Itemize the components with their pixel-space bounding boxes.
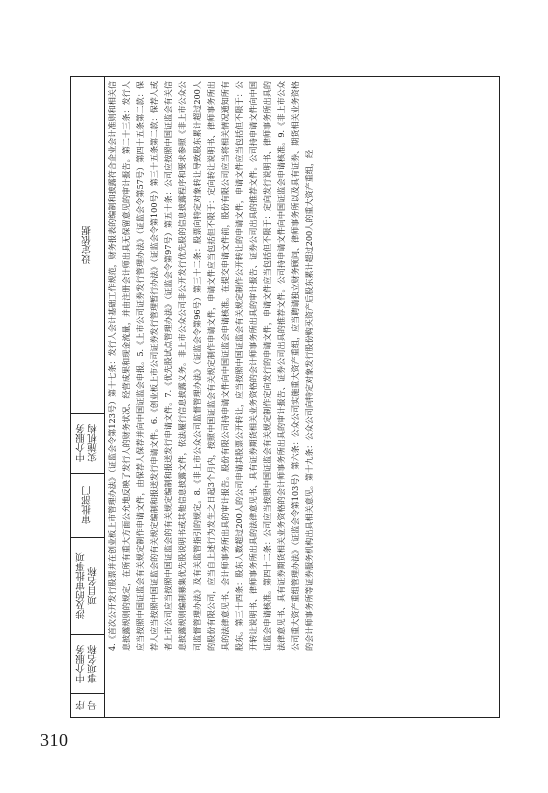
header-service-name: 中介服务 事项名称 <box>76 645 99 683</box>
regulation-table <box>70 76 500 718</box>
header-approval-item: 涉及的审批事项 项目名称 <box>76 552 99 620</box>
page-number: 310 <box>40 730 69 750</box>
header-agency: 中介服务 实施机构 <box>76 424 99 463</box>
basis-text-block <box>105 81 469 651</box>
header-basis: 设定依据 <box>82 226 93 264</box>
header-seq: 序 号 <box>76 700 99 711</box>
header-dept: 审批部门 <box>82 486 93 525</box>
basis-text: 4.《首次公开发行股票并在创业板上市管理办法》（证监会令第123号）第十七条：发行人会计基础工作规范，财务报表的编制和披露符合企业会计准则和相关信息披露规则的规定，在所有重大方面公允地反映了发行人的财务状况、经营成果和现金流量，并由注册会计师出具无保留意见的审计报告。第二十三条：发行人应当按照中国证监会有关规定制作申请文件，由保荐人保荐并向中国证监会申报。5.《上市公司证券发行管理办法》（证监会令第57号）第四十五条第二款：保荐人应当按照中国证监会的有关规定编制和报送发行申请文件。6.《创业板上市公司证券发行管理暂行办法》（证监会令第100号）第三十五条第二款：保荐人或者上市公司应当按照中国证监会的有关规定编制和报送发行申请文件。7.《优先股试点管理办法》（证监会令第97号）第五十条：公司应按照中国证监会有关信息披露规则编制募集优先股说明书或其他信息披露文件，依法履行信息披露义务。非上市公众公司非公开发行优先股的信息披露程序和要求参照《非上市公众公司监督管理办法》及有关监管指引的规定。8.《非上市公众公司监督管理办法》（证监会令第96号）第三十二条：股票向特定对象转让导致股东累计超过200人的股份有限公司，应当自上述行为发生之日起3个月内，按照中国证监会有关规定制作申请文件，申请文件应当包括但不限于：定向转让说明书、律师事务所出具的法律意见书、会计师事务所出具的审计报告。股份有限公司持申请文件向中国证监会申请核准。在提交申请文件前，股份有限公司应当将相关情况通知所有股东。第三十四条：股东人数超过200人的公司申请其股票公开转让，应当按照中国证监会有关规定制作公开转让的申请文件，申请文件应当包括但不限于：公开转让说明书、律师事务所出具的法律意见书、具有证券期货相关业务资格的会计师事务所出具的审计报告、证券公司出具的推荐文件。公司持申请文件向中国证监会申请核准。第四十二条：公司应当按照中国证监会有关规定制作定向发行的申请文件，申请文件应当包括但不限于：定向发行说明书、律师事务所出具的法律意见书、具有证券期货相关业务资格的会计师事务所出具的审计报告、证券公司出具的推荐文件。公司持申请文件向中国证监会申请核准。9.《非上市公众公司重大资产重组管理办法》（证监会令第103号）第六条：公众公司实施重大资产重组，应当聘请独立财务顾问、律师事务所以及具有证券、期货相关业务资格的会计师事务所等证券服务机构出具相关意见。第十九条：公众公司向特定对象发行股份购买资产后股东累计超过200人的重大资产重组，经 <box>107 81 315 651</box>
